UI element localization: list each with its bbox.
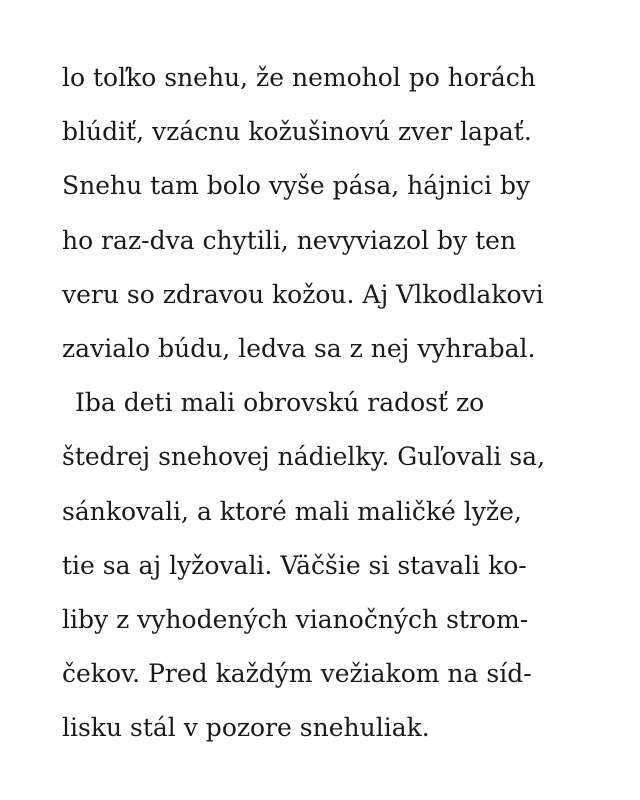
text-line: čekov. Pred každým vežiakom na síd-: [62, 659, 532, 689]
text-line: lisku stál v pozore snehuliak.: [62, 713, 430, 743]
text-line: štedrej snehovej nádielky. Guľovali sa,: [62, 442, 546, 472]
text-line: tie sa aj lyžovali. Väčšie si stavali ko-: [62, 550, 527, 580]
text-line: zavialo búdu, ledva sa z nej vyhrabal.: [62, 333, 536, 363]
text-line: sánkovali, a ktoré mali maličké lyže,: [62, 496, 522, 526]
text-line: ho raz-dva chytili, nevyviazol by ten: [62, 225, 517, 255]
body-text: [62, 58, 622, 762]
text-line: veru so zdravou kožou. Aj Vlkodlakovi: [62, 279, 544, 309]
text-line: liby z vyhodených vianočných strom-: [62, 604, 529, 634]
text-line: blúdiť, vzácnu kožušinovú zver lapať.: [62, 117, 532, 147]
paragraph-start-line: Iba deti mali obrovskú radosť zo: [75, 388, 485, 418]
text-line: Snehu tam bolo vyše pása, hájnici by: [62, 171, 531, 201]
text-line: lo toľko snehu, že nemohol po horách: [62, 63, 536, 92]
